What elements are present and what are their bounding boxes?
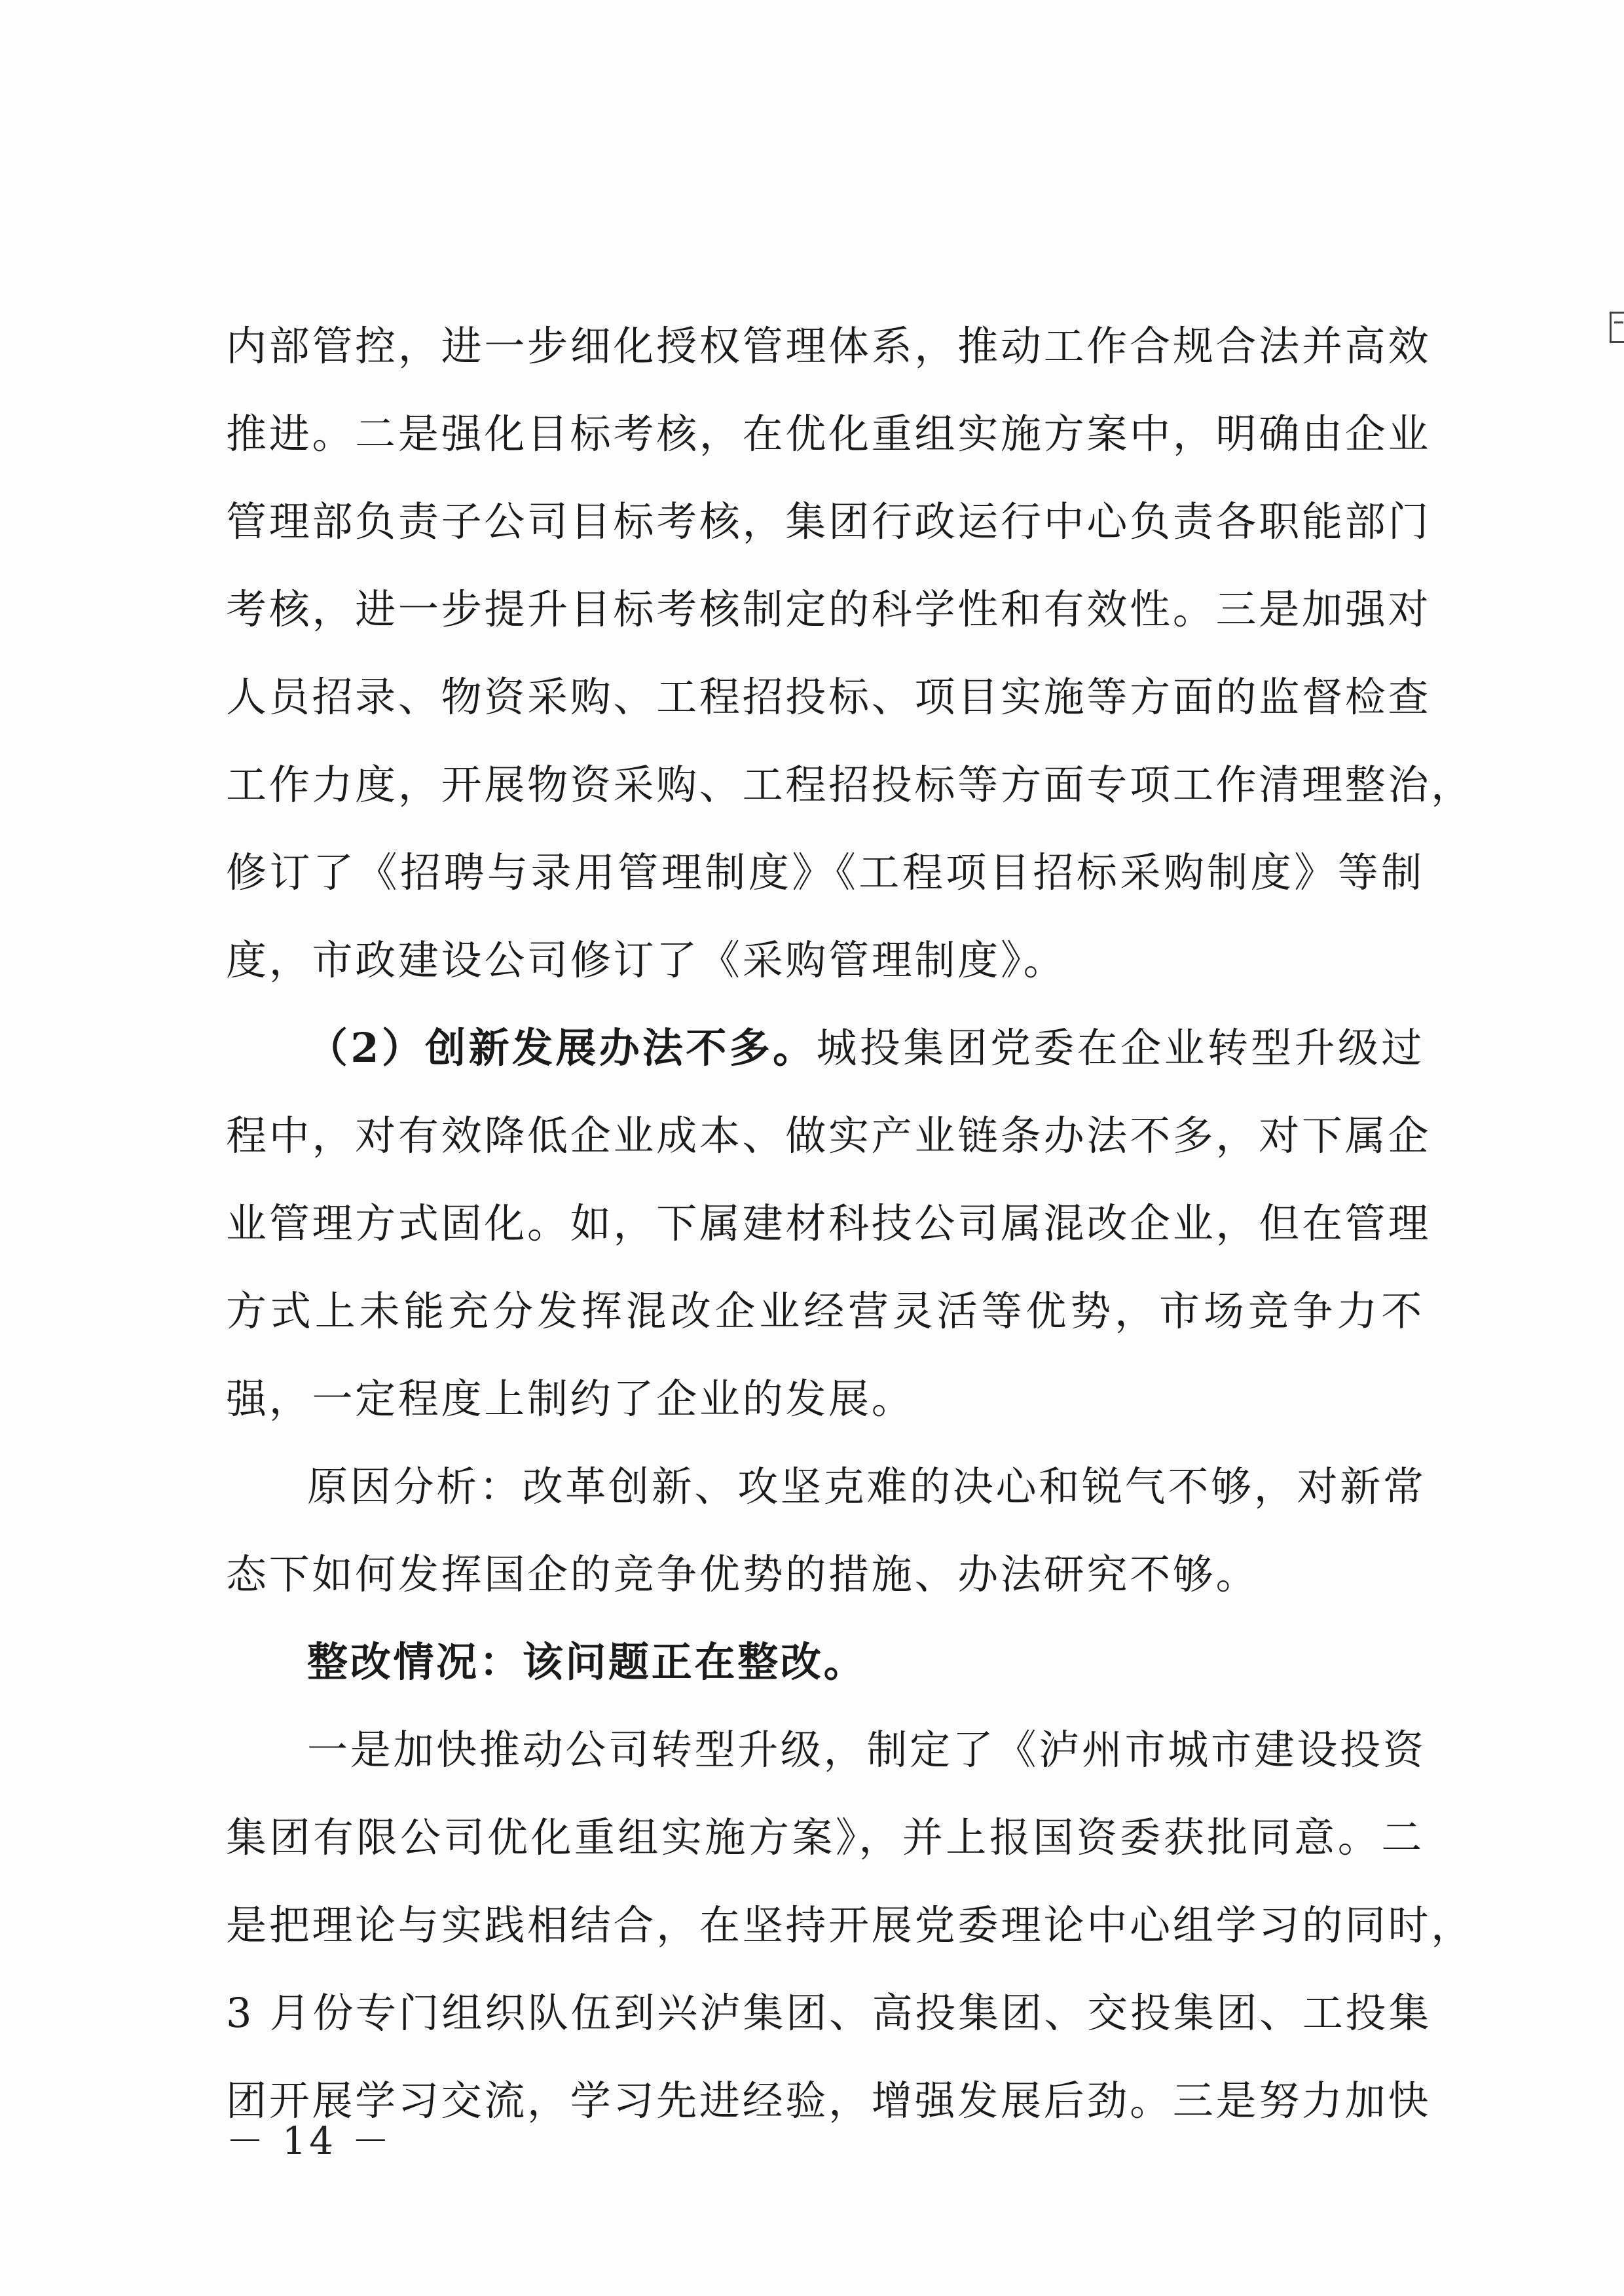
text-line: 度，市政建设公司修订了《采购管理制度》。: [226, 936, 1067, 984]
text-line: 强，一定程度上制约了企业的发展。: [226, 1375, 915, 1423]
text-line: 业管理方式固化。如，下属建材科技公司属混改企业，但在管理: [226, 1199, 1431, 1247]
text-line: 集团有限公司优化重组实施方案》，并上报国资委获批同意。二: [226, 1813, 1424, 1861]
section-2-first-line-text: 城投集团党委在企业转型升级过: [816, 1024, 1424, 1072]
text-line: 修订了《招聘与录用管理制度》《工程项目招标采购制度》等制: [226, 848, 1424, 896]
section-2-first-line: [226, 1004, 1424, 1092]
text-line: 管理部负责子公司目标考核，集团行政运行中心负责各职能部门: [226, 498, 1431, 545]
cause-analysis-line: 原因分析：改革创新、攻坚克难的决心和锐气不够，对新常: [307, 1463, 1426, 1510]
page-number: － 14 －: [226, 2119, 393, 2163]
text-line: 团开展学习交流，学习先进经验，增强发展后劲。三是努力加快: [226, 2077, 1431, 2124]
text-line: 3 月份专门组织队伍到兴泸集团、高投集团、交投集团、工投集: [226, 1989, 1432, 2037]
text-line: 工作力度，开展物资采购、工程招投标等方面专项工作清理整治，: [226, 761, 1474, 809]
rectification-status: 整改情况：该问题正在整改。: [307, 1638, 867, 1686]
text-line: 考核，进一步提升目标考核制定的科学性和有效性。三是加强对: [226, 585, 1431, 633]
binding-edge-mark: [1610, 312, 1624, 343]
text-line: 人员招录、物资采购、工程招投标、项目实施等方面的监督检查: [226, 673, 1431, 721]
rectification-first-line: 一是加快推动公司转型升级，制定了《泸州市城市建设投资: [307, 1726, 1426, 1774]
body-text: [226, 302, 1474, 2145]
text-line: 是把理论与实践相结合，在坚持开展党委理论中心组学习的同时，: [226, 1901, 1474, 1949]
text-line: 程中，对有效降低企业成本、做实产业链条办法不多，对下属企: [226, 1112, 1431, 1159]
text-line: 推进。二是强化目标考核，在优化重组实施方案中，明确由企业: [226, 410, 1431, 458]
text-line: 内部管控，进一步细化授权管理体系，推动工作合规合法并高效: [226, 322, 1431, 370]
text-line: 态下如何发挥国企的竞争优势的措施、办法研究不够。: [226, 1550, 1259, 1598]
text-line: 方式上未能充分发挥混改企业经营灵活等优势，市场竞争力不: [226, 1287, 1424, 1335]
section-2-heading: （2）创新发展办法不多。: [307, 1024, 817, 1072]
